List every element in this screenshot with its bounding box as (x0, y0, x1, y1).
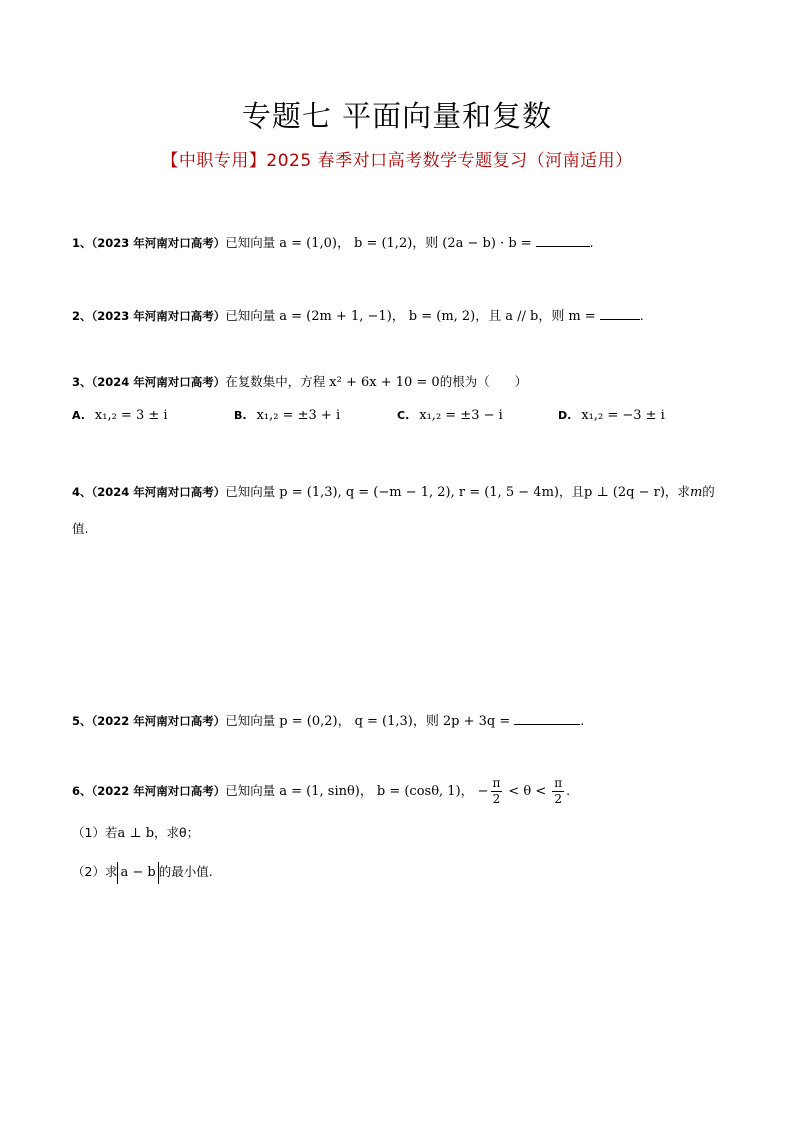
page-title: 专题七 平面向量和复数 (241, 99, 553, 133)
question-4-line-2: 值. (72, 521, 89, 536)
option-d-text: x₁,₂ = −3 ± i (581, 408, 665, 423)
part-1-tail: ，求θ； (154, 825, 200, 840)
question-2-condition: a // b，则 (505, 309, 565, 324)
option-b-text: x₁,₂ = ±3 + i (256, 408, 341, 423)
question-4-tail2: 的 (702, 484, 715, 499)
question-1-end: . (589, 235, 594, 250)
question-3-equation: x² + 6x + 10 = 0 (329, 375, 440, 390)
question-3 (72, 372, 527, 390)
part-1-condition: a ⊥ b (117, 826, 155, 841)
question-5-vector-p: p = (0,2)， (279, 714, 351, 729)
question-1-source: 1、（2023 年河南对口高考） (72, 236, 226, 250)
question-6-fraction-right (552, 776, 564, 807)
fraction-numerator: π (492, 776, 501, 790)
question-5 (72, 710, 584, 729)
question-5-text: 已知向量 (225, 713, 276, 728)
question-6-minus: − (477, 784, 489, 799)
question-4-tail: ，求 (664, 484, 690, 499)
option-d[interactable] (558, 407, 665, 423)
question-1-vector-a: a = (1,0)， (279, 236, 350, 251)
question-1-text: 已知向量 (225, 235, 276, 250)
question-6-inequality: < θ < (508, 784, 547, 799)
option-c-text: x₁,₂ = ±3 − i (419, 408, 503, 423)
question-4-text: 已知向量 (225, 484, 276, 499)
question-6-vector-b: b = (cosθ, 1)， (376, 784, 474, 799)
question-6-fraction-left (491, 776, 503, 807)
question-4-condition: p ⊥ (2q − r) (584, 485, 665, 500)
question-2-vector-b: b = (m, 2)，且 (408, 309, 502, 324)
option-c-label: C. (397, 409, 410, 422)
option-a[interactable] (72, 407, 168, 423)
question-2-vector-a: a = (2m + 1, −1)， (279, 309, 405, 324)
part-2-magnitude: a − b (117, 862, 158, 884)
question-2-source: 2、（2023 年河南对口高考） (72, 309, 226, 323)
part-2-tail: 的最小值. (158, 864, 213, 879)
option-b-label: B. (234, 409, 247, 422)
question-1-vector-b: b = (1,2)，则 (353, 236, 439, 251)
part-2-label: （2）求 (72, 864, 118, 879)
question-6-source: 6、（2022 年河南对口高考） (72, 784, 226, 798)
question-2-answer-blank (600, 319, 640, 320)
question-1 (72, 232, 594, 251)
option-c[interactable] (397, 407, 503, 423)
question-6-part-2 (72, 862, 213, 884)
question-5-expression: 2p + 3q = (442, 714, 511, 729)
fraction-numerator: π (554, 776, 563, 790)
option-d-label: D. (558, 409, 572, 422)
question-4-vectors: p = (1,3), q = (−m − 1, 2), r = (1, 5 − 4m) (279, 485, 559, 500)
question-5-answer-blank (514, 724, 580, 725)
fraction-denominator: 2 (554, 792, 563, 806)
option-a-text: x₁,₂ = 3 ± i (94, 408, 168, 423)
question-3-source: 3、（2024 年河南对口高考） (72, 375, 226, 389)
question-2-text: 已知向量 (225, 308, 276, 323)
question-4 (72, 482, 715, 500)
question-4-source: 4、（2024 年河南对口高考） (72, 485, 226, 499)
option-b[interactable] (234, 407, 340, 423)
question-2-unknown: m = (568, 309, 596, 324)
question-1-expression: (2a − b) · b = (442, 236, 532, 251)
question-6-part-1 (72, 823, 199, 841)
question-3-text: 在复数集中，方程 (225, 374, 326, 389)
fraction-denominator: 2 (492, 792, 501, 806)
question-1-answer-blank (536, 246, 590, 247)
question-3-tail: 的根为（ ） (439, 374, 528, 389)
page-subtitle: 【中职专用】2025 春季对口高考数学专题复习（河南适用） (161, 151, 633, 171)
question-2 (72, 305, 644, 324)
question-5-vector-q: q = (1,3)，则 (354, 714, 439, 729)
question-2-end: . (639, 308, 644, 323)
question-6-vector-a: a = (1, sinθ)， (279, 784, 373, 799)
question-6 (72, 776, 570, 807)
question-6-text: 已知向量 (225, 783, 276, 798)
question-5-source: 5、（2022 年河南对口高考） (72, 714, 226, 728)
question-4-mid: ，且 (558, 484, 584, 499)
question-5-end: . (580, 713, 585, 728)
option-a-label: A. (72, 409, 85, 422)
part-1-label: （1）若 (72, 825, 118, 840)
question-6-end: . (566, 783, 571, 798)
question-4-variable: m (689, 485, 703, 500)
